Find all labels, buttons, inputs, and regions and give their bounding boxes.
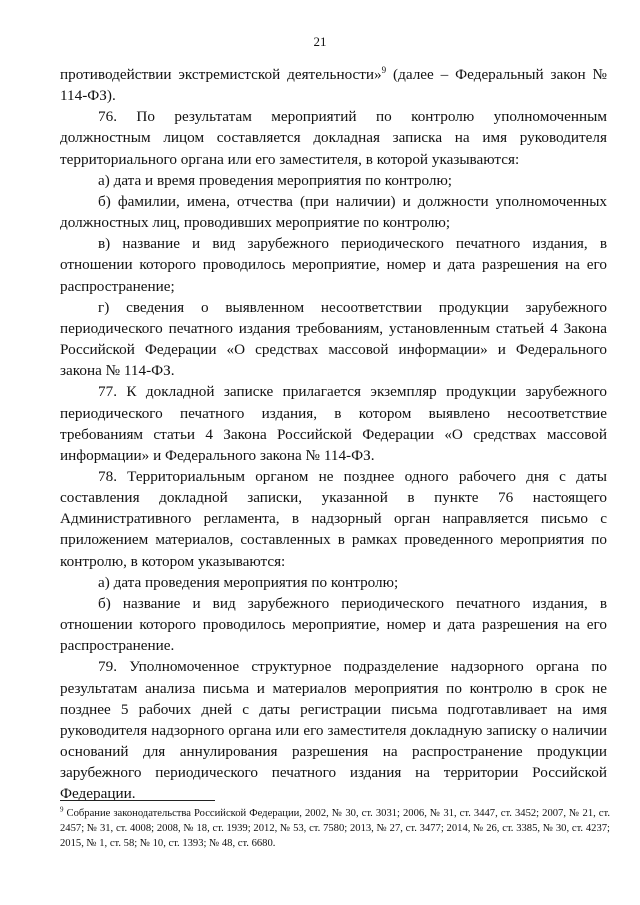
footnote-reference[interactable]: 9 <box>381 64 387 75</box>
body-text <box>60 64 607 804</box>
paragraph-76-v: в) название и вид зарубежного периодического печатного издания, в отношении которого проводилось мероприятие, номер и дата разрешения на его распространение; <box>60 235 607 295</box>
paragraph-76-g: г) сведения о выявленном несоответствии продукции зарубежного периодического печатного издания требованиям, установленным статьей 4 Закона Российской Федерации «О средствах массовой информации» и Федерального закона № 114-ФЗ. <box>60 298 607 380</box>
paragraph-78-b: б) название и вид зарубежного периодического печатного издания, в отношении которого проводилось мероприятие, номер и дата разрешения на его распространение. <box>60 594 607 655</box>
footnote-text: Собрание законодательства Российской Федерации, 2002, № 30, ст. 3031; 2006, № 31, ст. 3447, ст. 3452; 2007, № 21, ст. 2457; № 31, ст. 4008; 2008, № 18, ст. 1939; 2012, № 53, ст. 7580; 2013, № 27, ст. 3477; 2014, № 26, ст. 3385, № 30, ст. 4237; 2015, № 1, ст. 58; № 10, ст. 1393; № 48, ст. 6680. <box>60 808 610 849</box>
paragraph-79: 79. Уполномоченное структурное подразделение надзорного органа по результатам анализа письма и материалов мероприятия по контролю в срок не позднее 5 рабочих дней с даты регистрации письма подготавливает на имя руководителя надзорного органа или его заместителя докладную записку о наличии оснований для аннулирования разрешения на распространение продукции зарубежного периодического печатного издания на территории Российской Федерации. <box>60 658 607 803</box>
paragraph-78: 78. Территориальным органом не позднее одного рабочего дня с даты составления докладной записки, указанной в пункте 76 настоящего Административного регламента, в надзорный орган направляется письмо с приложением материалов, составленных в рамках проведенного мероприятия по контролю, в котором указываются: <box>60 467 607 570</box>
page-number: 21 <box>313 34 327 49</box>
paragraph-76: 76. По результатам мероприятий по контролю уполномоченным должностным лицом составляется докладная записка на имя руководителя территориального органа или его заместителя, в которой указываются: <box>60 108 607 168</box>
paragraph-78-a: а) дата проведения мероприятия по контролю; <box>98 573 399 591</box>
footnote <box>60 806 610 851</box>
paragraph-continuation <box>60 64 607 106</box>
footnote-divider <box>60 800 215 801</box>
paragraph-text: противодействии экстремистской деятельности» <box>60 66 382 83</box>
paragraph-76-a: а) дата и время проведения мероприятия по контролю; <box>98 171 453 189</box>
paragraph-text-after: (далее – Федеральный закон № 114-ФЗ). <box>60 66 607 105</box>
paragraph-76-b: б) фамилии, имена, отчества (при наличии) и должности уполномоченных должностных лиц, проводивших мероприятие по контролю; <box>60 192 607 232</box>
footnote-mark: 9 <box>60 805 64 814</box>
paragraph-77: 77. К докладной записке прилагается экземпляр продукции зарубежного периодического печатного издания, в котором выявлено несоответствие требованиям статьи 4 Закона Российской Федерации «О средствах массовой информации» и Федерального закона № 114-ФЗ. <box>60 383 607 464</box>
